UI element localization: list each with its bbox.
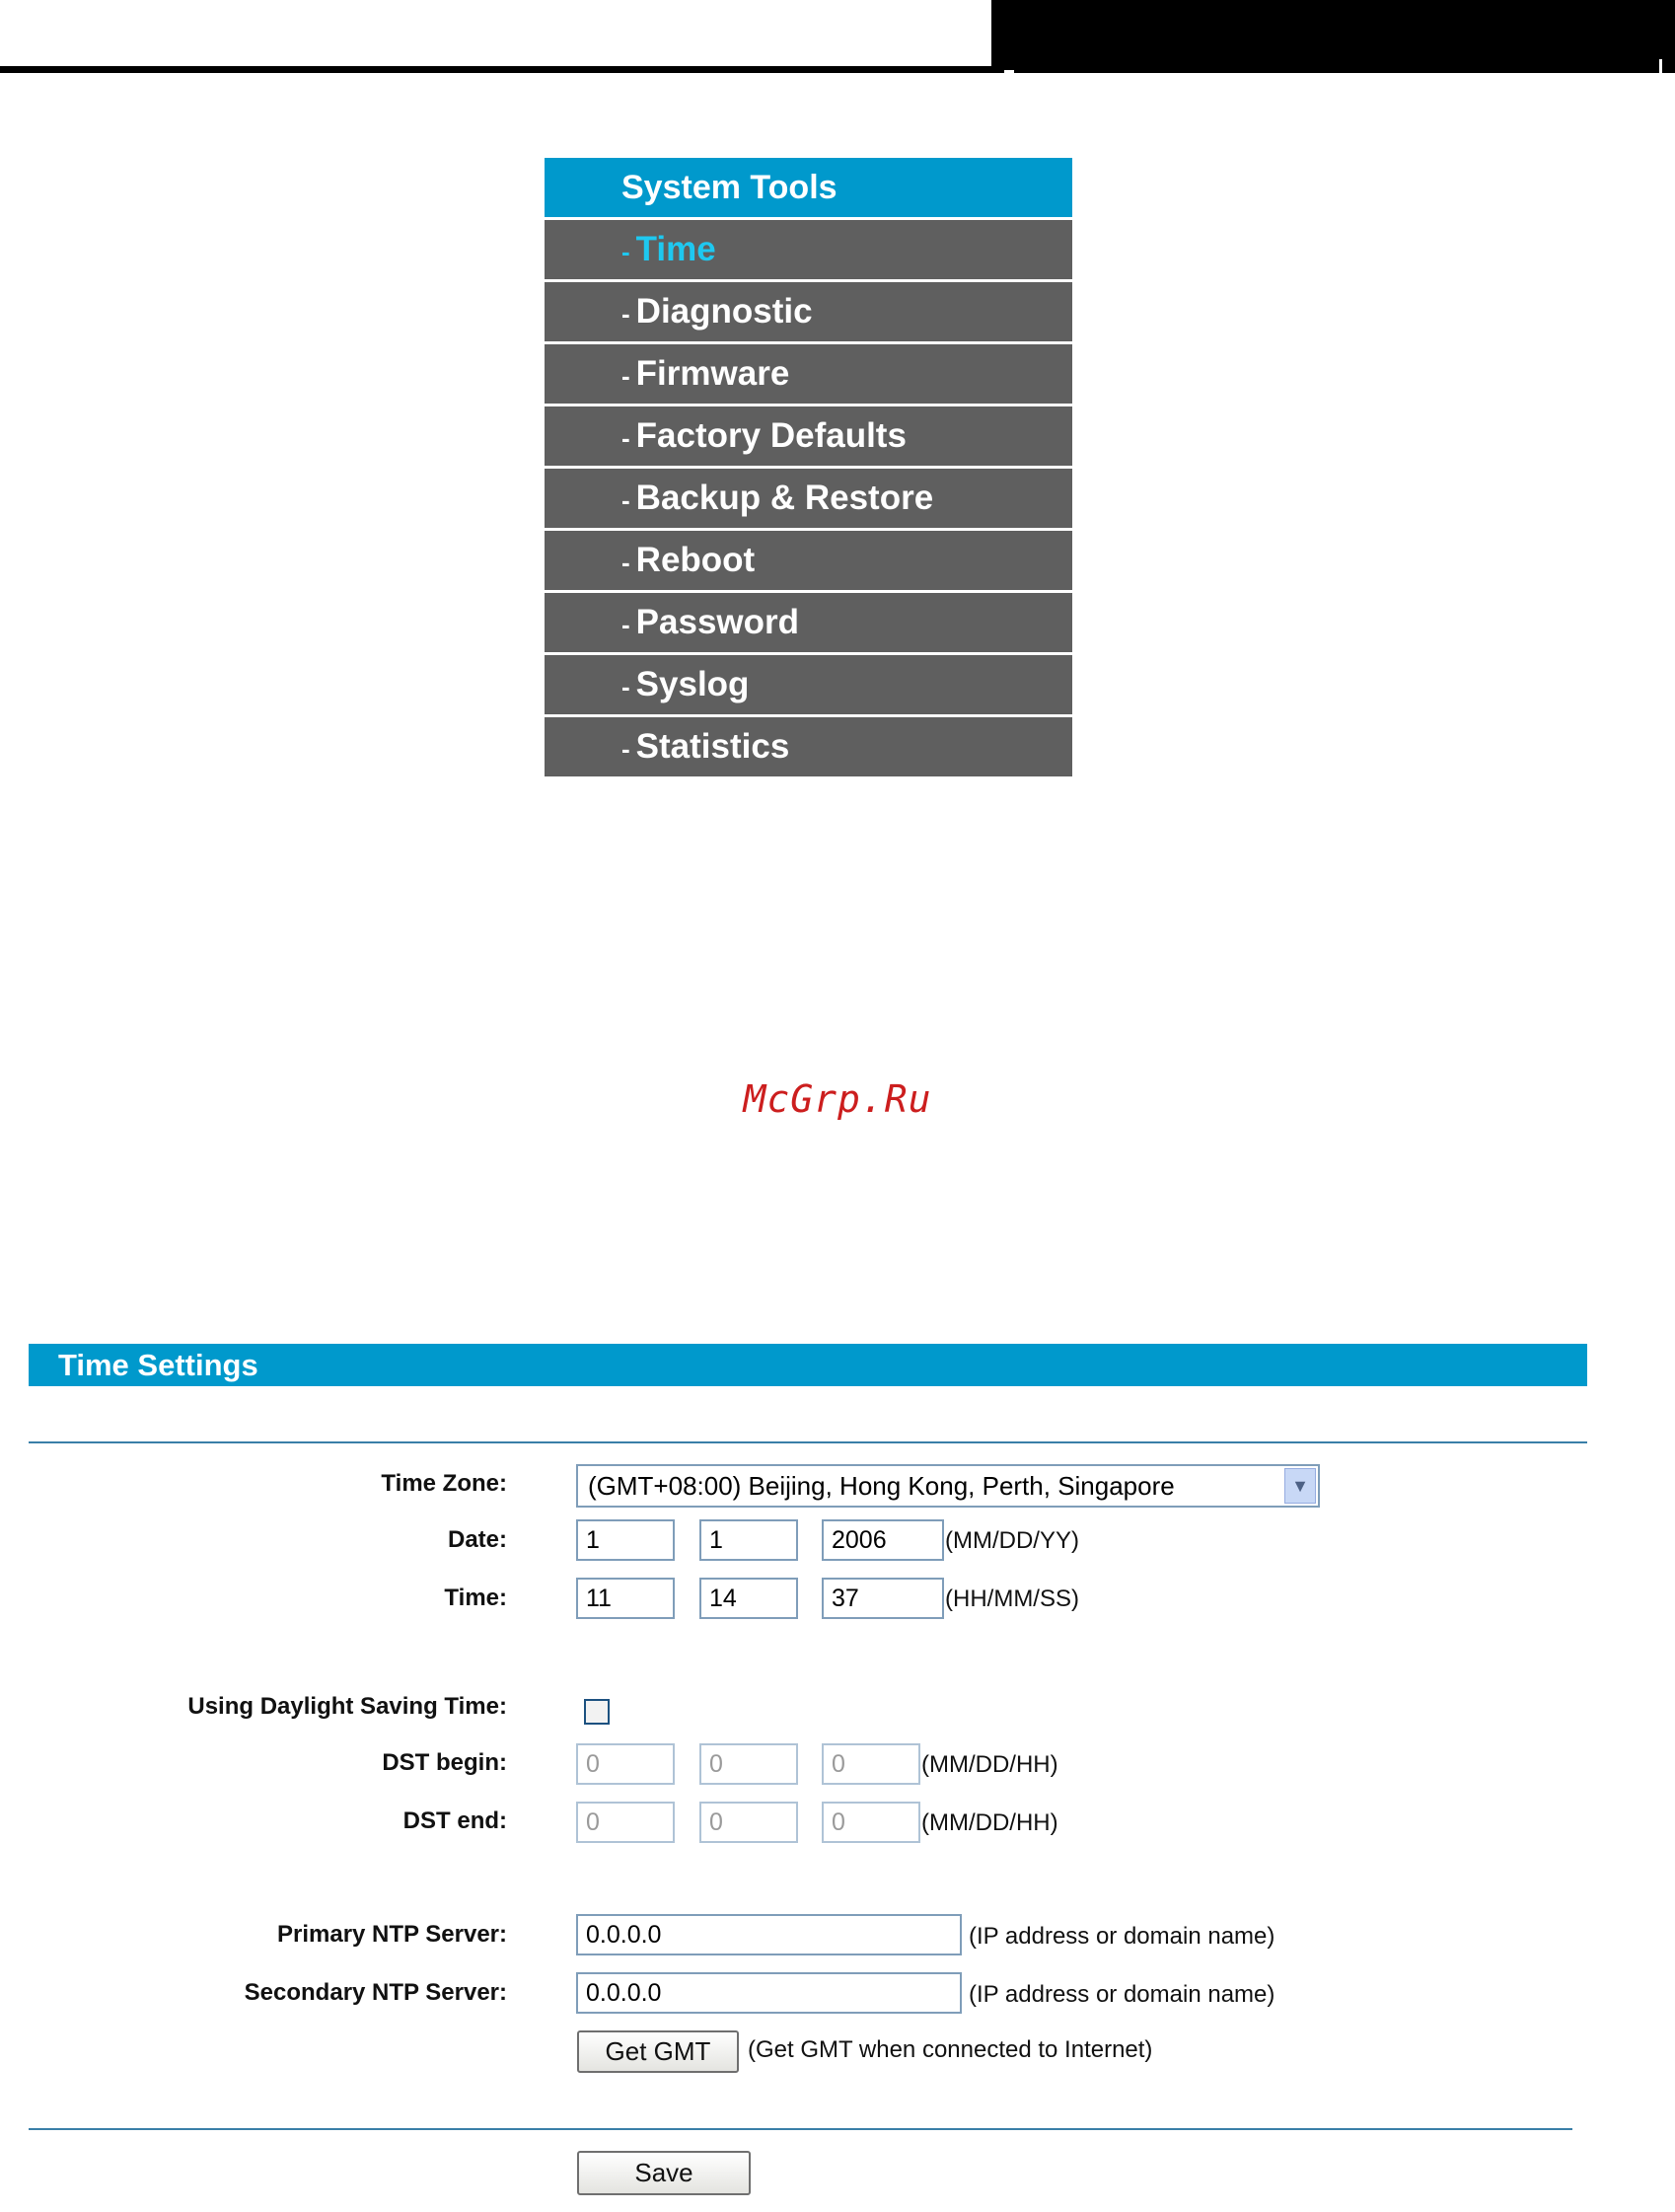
menu-item-label: Time (635, 230, 716, 268)
menu-item-diagnostic[interactable] (545, 282, 1072, 341)
system-tools-menu (545, 158, 1072, 776)
watermark: McGrp.Ru (743, 1077, 932, 1121)
date-month-input[interactable]: 1 (576, 1519, 675, 1561)
header-block (991, 0, 1675, 73)
dst-end-label: DST end: (402, 1807, 507, 1834)
time-zone-select[interactable] (576, 1464, 1320, 1508)
top-divider (29, 1441, 1587, 1443)
menu-item-dash: - (621, 299, 630, 329)
get-gmt-hint: (Get GMT when connected to Internet) (748, 2036, 1153, 2063)
dst-enabled-label: Using Daylight Saving Time: (187, 1693, 507, 1720)
time-zone-label: Time Zone: (381, 1470, 507, 1497)
menu-item-dash: - (621, 485, 630, 515)
secondary-ntp-input[interactable]: 0.0.0.0 (576, 1972, 962, 2014)
header-tick-right (1659, 59, 1662, 73)
menu-item-factory-defaults[interactable] (545, 406, 1072, 466)
menu-item-label: Password (635, 603, 800, 641)
primary-ntp-label: Primary NTP Server: (276, 1921, 507, 1948)
menu-item-dash: - (621, 672, 630, 701)
date-format-hint: (MM/DD/YY) (945, 1527, 1079, 1554)
dst-end-hour-input[interactable]: 0 (822, 1802, 920, 1843)
dst-enabled-checkbox[interactable] (584, 1699, 610, 1725)
save-button[interactable]: Save (577, 2151, 751, 2195)
menu-item-dash: - (621, 361, 630, 391)
menu-item-password[interactable] (545, 593, 1072, 652)
date-label: Date: (447, 1526, 507, 1553)
menu-item-dash: - (621, 548, 630, 577)
menu-item-backup-restore[interactable] (545, 469, 1072, 528)
menu-item-dash: - (621, 610, 630, 639)
dst-begin-label: DST begin: (382, 1749, 507, 1776)
panel-title: Time Settings (29, 1344, 1587, 1386)
time-zone-value: (GMT+08:00) Beijing, Hong Kong, Perth, Singapore (588, 1471, 1175, 1501)
time-label: Time: (444, 1585, 507, 1611)
menu-item-label: Diagnostic (635, 292, 813, 331)
menu-item-label: Firmware (635, 354, 790, 393)
dst-end-format-hint: (MM/DD/HH) (921, 1809, 1058, 1836)
menu-item-statistics[interactable] (545, 717, 1072, 776)
menu-item-label: Factory Defaults (635, 416, 907, 455)
menu-item-firmware[interactable] (545, 344, 1072, 404)
menu-item-label: Statistics (635, 727, 790, 766)
primary-ntp-hint: (IP address or domain name) (969, 1923, 1275, 1950)
menu-item-dash: - (621, 237, 630, 266)
menu-item-syslog[interactable] (545, 655, 1072, 714)
menu-title: System Tools (545, 158, 1072, 217)
time-hour-input[interactable]: 11 (576, 1578, 675, 1619)
menu-item-label: Reboot (635, 541, 756, 579)
dst-begin-format-hint: (MM/DD/HH) (921, 1751, 1058, 1778)
dst-begin-hour-input[interactable]: 0 (822, 1743, 920, 1785)
menu-item-time[interactable] (545, 220, 1072, 279)
dst-begin-month-input[interactable]: 0 (576, 1743, 675, 1785)
bottom-divider (29, 2128, 1572, 2130)
menu-item-label: Syslog (635, 665, 750, 703)
menu-item-reboot[interactable] (545, 531, 1072, 590)
menu-item-dash: - (621, 423, 630, 453)
get-gmt-button[interactable]: Get GMT (577, 2030, 739, 2073)
dst-end-month-input[interactable]: 0 (576, 1802, 675, 1843)
dst-end-day-input[interactable]: 0 (699, 1802, 798, 1843)
time-format-hint: (HH/MM/SS) (945, 1585, 1079, 1612)
dst-begin-day-input[interactable]: 0 (699, 1743, 798, 1785)
header-rule (0, 66, 991, 73)
secondary-ntp-label: Secondary NTP Server: (244, 1979, 507, 2006)
secondary-ntp-hint: (IP address or domain name) (969, 1981, 1275, 2008)
menu-item-dash: - (621, 734, 630, 764)
chevron-down-icon[interactable]: ▼ (1284, 1468, 1316, 1504)
time-second-input[interactable]: 37 (822, 1578, 944, 1619)
header-tick-left (1004, 70, 1014, 73)
menu-item-label: Backup & Restore (635, 479, 934, 517)
time-minute-input[interactable]: 14 (699, 1578, 798, 1619)
date-day-input[interactable]: 1 (699, 1519, 798, 1561)
date-year-input[interactable]: 2006 (822, 1519, 944, 1561)
primary-ntp-input[interactable]: 0.0.0.0 (576, 1914, 962, 1955)
